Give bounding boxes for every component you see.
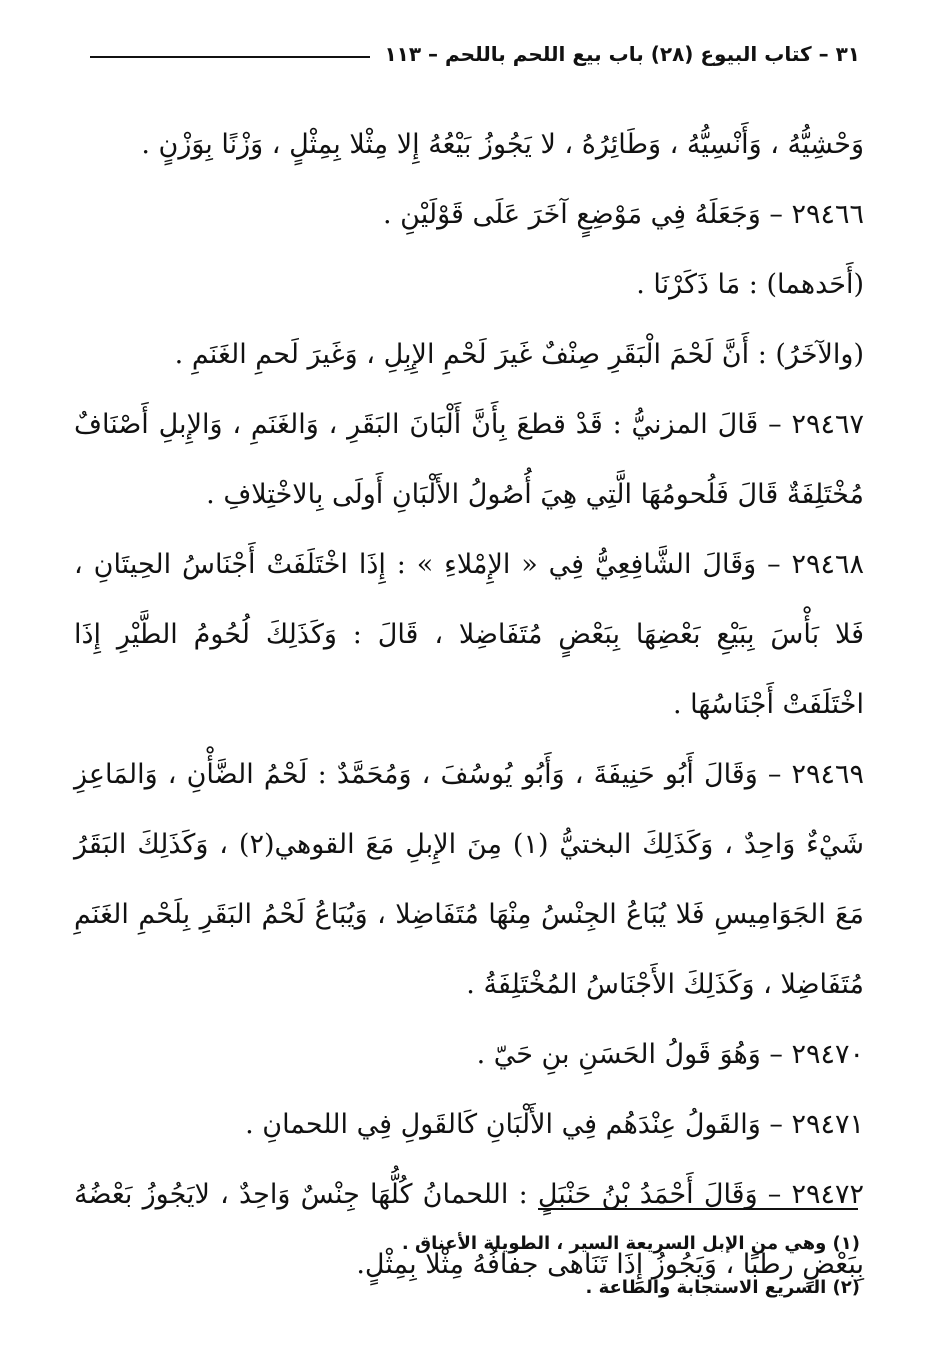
paragraph: وَحْشِيُّهُ ، وَأَنْسِيُّهُ ، وَطَائِرُهُ ، لا يَجُوزُ بَيْعُهُ إِلا مِثْلا بِمِثْلٍ ، وَزْنًا بِوَزْنٍ .	[141, 129, 864, 160]
paragraph: ٢٩٤٦٦ – وَجَعَلَهُ فِي مَوْضِعٍ آخَرَ عَلَى قَوْلَيْنِ .	[383, 199, 864, 230]
footnotes	[300, 1222, 860, 1310]
footnote-separator	[538, 1208, 858, 1210]
header-rule	[90, 56, 370, 58]
paragraph: ٢٩٤٧١ – وَالقَولُ عِنْدَهُم فِي الأَلْبَانِ كَالقَولِ فِي اللحمانِ .	[245, 1109, 864, 1140]
footnote: (٢) السريع الاستجابة والطاعة .	[585, 1277, 860, 1298]
paragraph: (أَحَدهما) : مَا ذَكَرْنَا .	[636, 269, 864, 300]
main-text	[74, 110, 864, 1300]
paragraph: ٢٩٤٦٨ – وَقَالَ الشَّافِعِيُّ فِي « الإِمْلاءِ » : إِذَا اخْتَلَفَتْ أَجْنَاسُ الحِيتَانِ ، فَلا بَأْسَ بِبَيْعِ بَعْضِهَا بِبَعْضٍ مُتَفَاضِلا ، قَالَ : وَكَذَلِكَ لُحُومُ الطَّيْرِ إِذَا اخْتَلَفَتْ أَجْنَاسُهَا .	[74, 549, 864, 720]
paragraph: ٢٩٤٧٠ – وَهُوَ قَولُ الحَسَنِ بنِ حَيّ .	[476, 1039, 864, 1070]
paragraph: ٢٩٤٧٢ – وَقَالَ أَحْمَدُ بْنُ حَنْبَلٍ : اللحمانُ كُلُّهَا جِنْسٌ وَاحِدٌ ، لايَجُوزُ بَعْضُهُ بِبَعْضٍ رطبًا ، وَيَجُوزُ إِذَا تَنَاهى جفافُهُ مِثْلا بِمِثْلٍ.	[74, 1179, 864, 1280]
paragraph: ٢٩٤٦٧ – قَالَ المزنيُّ : قَدْ قطعَ بِأَنَّ أَلْبَانَ البَقَرِ ، وَالغَنَمِ ، وَالإِبلِ أَصْنَافٌ مُخْتَلِفَةٌ قَالَ فَلُحومُهَا الَّتِي هِيَ أُصُولُ الأَلْبَانِ أَولَى بِالاخْتِلافِ .	[74, 409, 864, 510]
running-header	[90, 34, 860, 74]
header-title: ٣١ – كتاب البيوع (٢٨) باب بيع اللحم باللحم – ١١٣	[384, 42, 860, 66]
paragraph: (والآخَرُ) : أَنَّ لَحْمَ الْبَقَرِ صِنْفٌ غَيرَ لَحْمِ الإِبِلِ ، وَغَيرَ لَحمِ الغَنَمِ .	[174, 339, 864, 370]
footnote: (١) وهي من الإبل السريعة السير ، الطويلة الأعناق .	[401, 1233, 860, 1254]
paragraph: ٢٩٤٦٩ – وَقَالَ أَبُو حَنِيفَةَ ، وَأَبُو يُوسُفَ ، وَمُحَمَّدٌ : لَحْمُ الضَّأْنِ ، وَالمَاعِزِ شَيْءٌ وَاحِدٌ ، وَكَذَلِكَ البختيُّ (١) مِنَ الإِبلِ مَعَ القوهي(٢) ، وَكَذَلِكَ البَقَرُ مَعَ الجَوَامِيسِ فَلا يُبَاعُ الجِنْسُ مِنْهَا مُتَفَاضِلا ، وَيُبَاعُ لَحْمُ البَقَرِ بِلَحْمِ الغَنَمِ مُتَفَاضِلا ، وَكَذَلِكَ الأَجْنَاسُ المُخْتَلِفَةُ .	[74, 759, 865, 1000]
